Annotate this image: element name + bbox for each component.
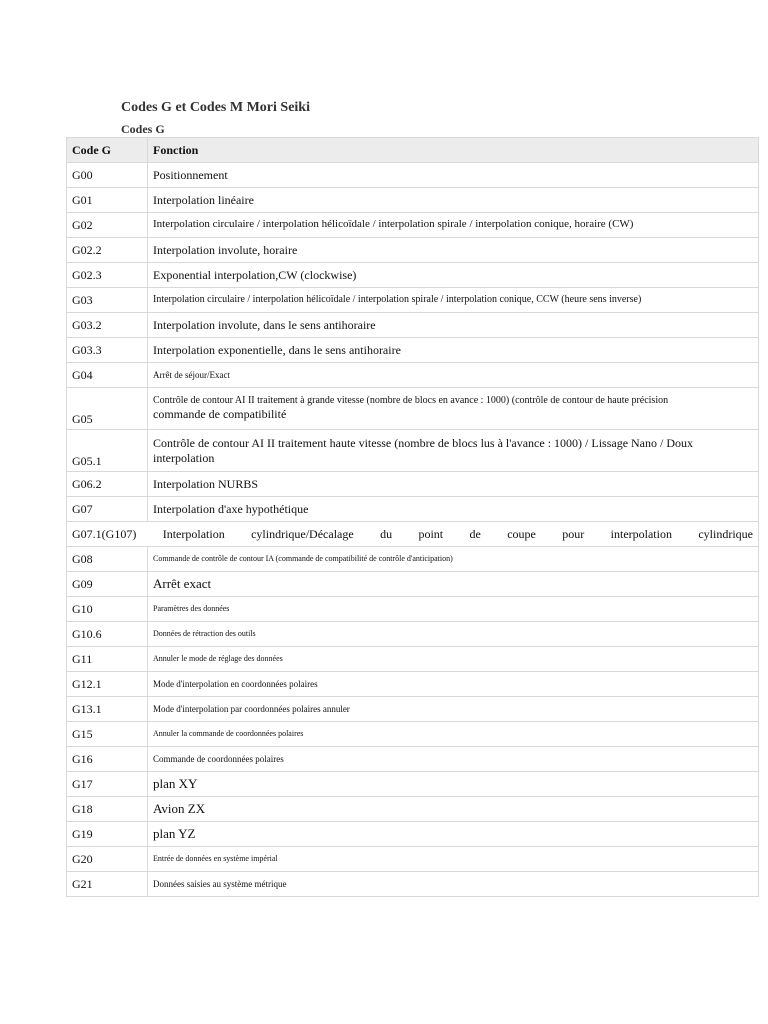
code-cell: G01 (67, 188, 148, 213)
code-cell: G08 (67, 547, 148, 572)
function-cell: Paramètres des données (148, 597, 759, 622)
table-row (67, 872, 759, 897)
function-cell: Données saisies au système métrique (148, 872, 759, 897)
code-cell: G02.2 (67, 238, 148, 263)
function-cell: Interpolation exponentielle, dans le sens antihoraire (148, 338, 759, 363)
function-cell: Interpolation d'axe hypothétique (148, 497, 759, 522)
table-row (67, 338, 759, 363)
code-cell: G00 (67, 163, 148, 188)
function-cell: Données de rétraction des outils (148, 622, 759, 647)
code-cell: G10 (67, 597, 148, 622)
function-cell: Interpolation circulaire / interpolation hélicoïdale / interpolation spirale / interpolation conique, CCW (heure sens inverse) (148, 288, 759, 313)
table-row (67, 313, 759, 338)
function-cell: Interpolation involute, horaire (148, 238, 759, 263)
code-cell: G15 (67, 722, 148, 747)
table-row (67, 797, 759, 822)
function-cell: Entrée de données en système impérial (148, 847, 759, 872)
header-function: Fonction (148, 138, 759, 163)
table-row (67, 772, 759, 797)
function-cell (148, 388, 759, 430)
code-cell: G03 (67, 288, 148, 313)
table-row (67, 722, 759, 747)
function-cell: Arrêt de séjour/Exact (148, 363, 759, 388)
code-cell: G13.1 (67, 697, 148, 722)
function-cell: Annuler la commande de coordonnées polaires (148, 722, 759, 747)
function-cell: Contrôle de contour AI II traitement haute vitesse (nombre de blocs lus à l'avance : 1000) / Lissage Nano / Doux interpolation (148, 430, 759, 472)
code-cell: G07 (67, 497, 148, 522)
table-row (67, 263, 759, 288)
table-row (67, 547, 759, 572)
table-row (67, 672, 759, 697)
merged-row-cell: G07.1(G107) Interpolation cylindrique/Décalage du point de coupe pour interpolation cylindrique (67, 522, 759, 547)
table-row (67, 238, 759, 263)
section-subtitle: Codes G (121, 122, 165, 136)
function-cell: Commande de coordonnées polaires (148, 747, 759, 772)
table-row (67, 822, 759, 847)
function-cell: Annuler le mode de réglage des données (148, 647, 759, 672)
table-row (67, 522, 759, 547)
table-row (67, 163, 759, 188)
g-codes-table (66, 137, 759, 897)
header-code: Code G (67, 138, 148, 163)
function-cell: Interpolation circulaire / interpolation hélicoïdale / interpolation spirale / interpolation conique, horaire (CW) (148, 213, 759, 238)
table-row (67, 747, 759, 772)
function-cell: Commande de contrôle de contour IA (commande de compatibilité de contrôle d'anticipation) (148, 547, 759, 572)
function-text-line-1: Contrôle de contour AI II traitement à grande vitesse (nombre de blocs en avance : 1000) (contrôle de contour de haute précision (153, 395, 669, 407)
function-cell: Exponential interpolation,CW (clockwise) (148, 263, 759, 288)
code-cell: G09 (67, 572, 148, 597)
function-text-line-2: commande de compatibilité (153, 407, 287, 422)
function-cell: Avion ZX (148, 797, 759, 822)
function-cell: Positionnement (148, 163, 759, 188)
table-row (67, 213, 759, 238)
function-cell: Arrêt exact (148, 572, 759, 597)
table-row (67, 188, 759, 213)
table-row (67, 647, 759, 672)
function-cell: plan YZ (148, 822, 759, 847)
document-title: Codes G et Codes M Mori Seiki (121, 100, 310, 115)
function-cell: Interpolation NURBS (148, 472, 759, 497)
code-cell: G04 (67, 363, 148, 388)
function-cell: Interpolation involute, dans le sens antihoraire (148, 313, 759, 338)
table-row (67, 697, 759, 722)
table-row (67, 288, 759, 313)
code-cell: G11 (67, 647, 148, 672)
code-cell: G02.3 (67, 263, 148, 288)
table-row (67, 847, 759, 872)
function-cell: plan XY (148, 772, 759, 797)
function-cell: Mode d'interpolation par coordonnées polaires annuler (148, 697, 759, 722)
table-row (67, 388, 759, 430)
code-cell: G21 (67, 872, 148, 897)
table-row (67, 572, 759, 597)
table-row (67, 497, 759, 522)
code-cell: G12.1 (67, 672, 148, 697)
code-cell: G18 (67, 797, 148, 822)
code-cell: G17 (67, 772, 148, 797)
code-cell: G03.2 (67, 313, 148, 338)
table-header-row (67, 138, 759, 163)
code-cell: G06.2 (67, 472, 148, 497)
code-cell: G05.1 (67, 430, 148, 472)
code-cell: G19 (67, 822, 148, 847)
function-cell: Interpolation linéaire (148, 188, 759, 213)
function-cell: Mode d'interpolation en coordonnées polaires (148, 672, 759, 697)
code-cell: G20 (67, 847, 148, 872)
code-cell: G03.3 (67, 338, 148, 363)
table-row (67, 430, 759, 472)
code-cell: G02 (67, 213, 148, 238)
table-row (67, 472, 759, 497)
code-cell: G16 (67, 747, 148, 772)
table-row (67, 363, 759, 388)
table-row (67, 597, 759, 622)
code-cell: G05 (67, 388, 148, 430)
code-cell: G10.6 (67, 622, 148, 647)
table-row (67, 622, 759, 647)
